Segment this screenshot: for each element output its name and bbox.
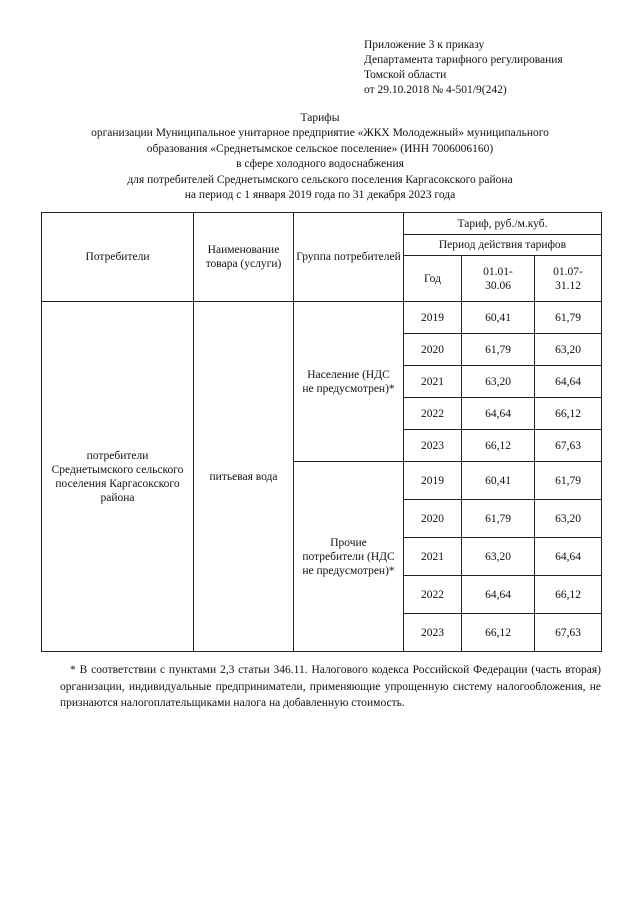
year-cell: 2019 <box>404 302 462 334</box>
year-cell: 2021 <box>404 366 462 398</box>
title-line: образования «Среднетымское сельское поселение» (ИНН 7006006160) <box>146 142 494 155</box>
tariff-h2-cell: 64,64 <box>535 538 602 576</box>
footnote: * В соответствии с пунктами 2,3 статьи 346.11. Налогового кодекса Российской Федерации (часть вторая) организации, индивидуальные предприниматели, применяющие упрощенную систему налогообложения, не признаются налогоплательщиками налога на добавленную стоимость. <box>60 664 601 709</box>
year-cell: 2022 <box>404 576 462 614</box>
tariff-h2-cell: 64,64 <box>535 366 602 398</box>
header-group: Группа потребителей <box>294 213 404 302</box>
year-cell: 2019 <box>404 462 462 500</box>
tariff-h1-cell: 61,79 <box>462 500 535 538</box>
tariff-h1-cell: 60,41 <box>462 302 535 334</box>
appendix-line: от 29.10.2018 № 4-501/9(242) <box>364 84 507 96</box>
tariff-h1-cell: 64,64 <box>462 576 535 614</box>
tariff-h2-cell: 66,12 <box>535 398 602 430</box>
group-name: Прочие потребители (НДС не предусмотрен)* <box>294 462 404 652</box>
tariff-h1-cell: 66,12 <box>462 614 535 652</box>
tariff-h2-cell: 66,12 <box>535 576 602 614</box>
header-half2: 01.07- 31.12 <box>535 256 602 302</box>
tariff-h1-cell: 61,79 <box>462 334 535 366</box>
appendix-line: Томской области <box>364 69 447 81</box>
group-name: Население (НДС не предусмотрен)* <box>294 302 404 462</box>
year-cell: 2020 <box>404 334 462 366</box>
year-cell: 2022 <box>404 398 462 430</box>
document-title <box>40 111 600 203</box>
year-cell: 2020 <box>404 500 462 538</box>
header-consumers: Потребители <box>42 213 194 302</box>
header-year: Год <box>404 256 462 302</box>
tariff-h2-cell: 67,63 <box>535 430 602 462</box>
year-cell: 2023 <box>404 614 462 652</box>
appendix-line: Департамента тарифного регулирования <box>364 54 563 66</box>
tariff-h2-cell: 61,79 <box>535 302 602 334</box>
title-line: для потребителей Среднетымского сельского поселения Каргасокского района <box>127 173 513 186</box>
tariff-h1-cell: 66,12 <box>462 430 535 462</box>
tariff-h2-cell: 61,79 <box>535 462 602 500</box>
header-period: Период действия тарифов <box>404 235 602 256</box>
tariff-h2-cell: 63,20 <box>535 500 602 538</box>
tariff-h1-cell: 63,20 <box>462 538 535 576</box>
tariff-h1-cell: 63,20 <box>462 366 535 398</box>
tariff-h1-cell: 64,64 <box>462 398 535 430</box>
tariff-table <box>41 212 602 652</box>
tariff-h1-cell: 60,41 <box>462 462 535 500</box>
header-product: Наименование товара (услуги) <box>194 213 294 302</box>
header-half1: 01.01- 30.06 <box>462 256 535 302</box>
year-cell: 2021 <box>404 538 462 576</box>
appendix-header <box>364 38 563 98</box>
title-line: организации Муниципальное унитарное предприятие «ЖКХ Молодежный» муниципального <box>91 127 549 140</box>
year-cell: 2023 <box>404 430 462 462</box>
product-cell: питьевая вода <box>194 302 294 652</box>
appendix-line: Приложение 3 к приказу <box>364 39 485 51</box>
header-tariff: Тариф, руб./м.куб. <box>404 213 602 235</box>
title-line: на период с 1 января 2019 года по 31 декабря 2023 года <box>184 189 456 202</box>
tariff-h2-cell: 67,63 <box>535 614 602 652</box>
consumer-cell: потребители Среднетымского сельского поселения Каргасокского района <box>42 302 194 652</box>
title-line: Тарифы <box>300 112 340 124</box>
title-line: в сфере холодного водоснабжения <box>236 158 404 171</box>
tariff-h2-cell: 63,20 <box>535 334 602 366</box>
